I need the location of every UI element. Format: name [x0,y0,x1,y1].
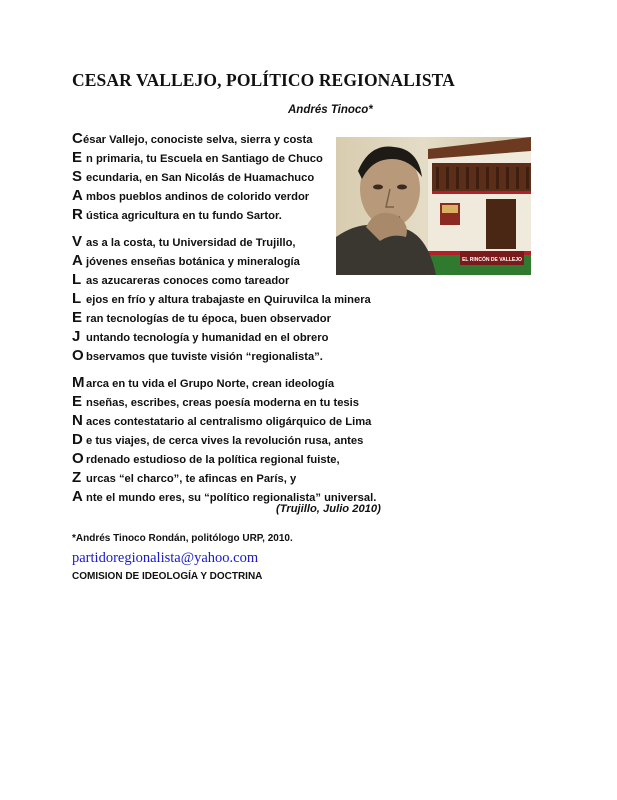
poem-line-text: n primaria, tu Escuela en Santiago de Chuco [86,153,323,165]
acrostic-initial: A [72,187,83,204]
acrostic-initial: J [72,328,81,345]
email-link[interactable]: partidoregionalista@yahoo.com [72,550,259,566]
poem-line [72,373,376,392]
poem-stanza-1 [72,129,323,224]
poem-line-text: urcas “el charco”, te afincas en París, y [86,473,297,485]
poem-line-text: rdenado estudioso de la política regional fuiste, [86,454,340,466]
author-name: Andrés Tinoco* [288,104,373,116]
poem-line-text: ecundaria, en San Nicolás de Huamachuco [86,172,315,184]
poem-line [72,449,376,468]
poem-line [72,430,376,449]
poem-line [72,327,371,346]
acrostic-initial: O [72,450,84,467]
poem-line [72,411,376,430]
poem-date: (Trujillo, Julio 2010) [276,503,381,515]
poem-line [72,205,323,224]
acrostic-initial: E [72,149,83,166]
acrostic-initial: N [72,412,83,429]
commission-name: COMISION DE IDEOLOGÍA Y DOCTRINA [72,571,263,582]
poem-line-text: e tus viajes, de cerca vives la revolución rusa, antes [86,435,364,447]
poem-line [72,346,371,365]
poem-line [72,232,371,251]
poem-line-text: ésar Vallejo, conociste selva, sierra y costa [83,134,313,146]
acrostic-initial: V [72,233,83,250]
poem-line-text: as azucareras conoces como tareador [86,275,290,287]
poem-line-text: ejos en frío y altura trabajaste en Quiruvilca la minera [86,294,371,306]
poem-line-text: mbos pueblos andinos de colorido verdor [86,191,310,203]
poem-line [72,270,371,289]
acrostic-initial: M [72,374,85,391]
poem-stanza-2 [72,232,371,365]
acrostic-initial: R [72,206,83,223]
poem-line-text: ran tecnologías de tu época, buen observador [86,313,331,325]
poem-stanza-3 [72,373,376,506]
poem-line [72,129,323,148]
acrostic-initial: E [72,393,83,410]
poem-line [72,468,376,487]
poem-line [72,186,323,205]
poem-line-text: nte el mundo eres, su “político regionalista” universal. [86,492,377,504]
poem-line [72,392,376,411]
poem-line-text: untando tecnología y humanidad en el obrero [86,332,329,344]
page-title: CESAR VALLEJO, POLÍTICO REGIONALISTA [72,70,455,90]
poem-line-text: bservamos que tuviste visión “regionalista”. [86,351,323,363]
poem-line [72,167,323,186]
acrostic-initial: Z [72,469,82,486]
poem-line-text: as a la costa, tu Universidad de Trujillo, [86,237,296,249]
poem-line [72,308,371,327]
acrostic-initial: L [72,271,82,288]
vallejo-photo [336,137,531,275]
poem-line [72,289,371,308]
poem-line [72,148,323,167]
author-footnote: *Andrés Tinoco Rondán, politólogo URP, 2010. [72,533,293,544]
acrostic-initial: A [72,252,83,269]
photo-sign-text: EL RINCÓN DE VALLEJO [462,257,522,263]
poem-line-text: arca en tu vida el Grupo Norte, crean ideología [86,378,335,390]
acrostic-initial: S [72,168,83,185]
poem-line [72,251,371,270]
poem-line-text: jóvenes enseñas botánica y mineralogía [86,256,300,268]
acrostic-initial: C [72,130,83,147]
acrostic-initial: L [72,290,82,307]
acrostic-initial: O [72,347,84,364]
poem-line-text: aces contestatario al centralismo oligárquico de Lima [86,416,372,428]
poem-line-text: ústica agricultura en tu fundo Sartor. [86,210,282,222]
poem-line-text: nseñas, escribes, creas poesía moderna en tu tesis [86,397,359,409]
acrostic-initial: E [72,309,83,326]
acrostic-initial: D [72,431,83,448]
acrostic-initial: A [72,488,83,505]
